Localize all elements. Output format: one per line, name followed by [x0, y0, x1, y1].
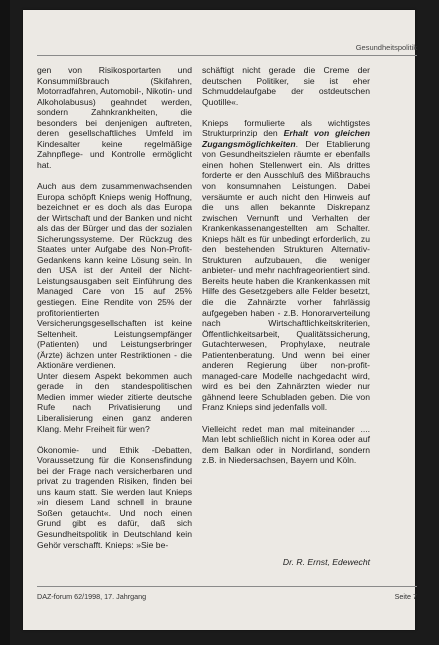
footer-publication: DAZ-forum 62/1998, 17. Jahrgang [37, 592, 147, 601]
scan-border [0, 0, 10, 645]
left-column [37, 65, 192, 561]
right-paragraph-2 [202, 118, 370, 413]
left-paragraph-4: Ökonomie- und Ethik -Debatten, Voraussetzung für die Konsensfindung bei der Frage nach versicherbaren und privat zu tragenden Risiken, finden bei uns kaum statt. Sie werden laut Knieps »in diesem Land schnell in braune Soßen getaucht«. Und noch einen Grund gibt es dafür, daß sich Gesundheitspolitik in Deutschland kein Gehör verschafft. Knieps: »Sie be- [37, 444, 192, 550]
author-signature: Dr. R. Ernst, Edewecht [282, 557, 370, 567]
left-paragraph-3: Unter diesem Aspekt bekommen auch gerade in den standespolitischen Medien immer wieder zitierte deutsche Rufe nach Privatisierung und Liberalisierung einen ganz anderen Klang. Mehr Freiheit für wen? [37, 370, 192, 434]
left-paragraph-1: gen von Risikosportarten und Konsummißbrauch (Skifahren, Motorradfahren, Automobil-, Nikotin- und Alkoholabusus) geahndet werden, sondern Zahnkrankheiten, die besonders bei denjenigen auftreten, deren gesellschaftliches Umfeld im Kindesalter keine regelmäßige Zahnpflege- und Kontrolle ermöglicht hat. [37, 65, 192, 170]
footer-rule [37, 586, 417, 587]
right-column [202, 65, 370, 476]
right-paragraph-1: schäftigt nicht gerade die Creme der deutschen Politiker, sie ist eher Schmuddelaufgabe der ostdeutschen Quotille«. [202, 65, 370, 107]
header-rule [37, 55, 417, 56]
footer-page-number: Seite 7 [394, 592, 417, 601]
section-header: Gesundheitspolitik [355, 43, 417, 52]
left-paragraph-2: Auch aus dem zusammenwachsenden Europa schöpft Knieps wenig Hoffnung, bezeichnet er es doch als das Europa der Wirtschaft und der Banken und nicht als das der Bürger und das der sozialen Sicherungssysteme. Der Rückzug des Staates unter Aufgabe des Non-Profit-Gedankens kann keine Lösung sein. In den USA ist der Anteil der Nicht-Leistungsausgaben seit Einführung des Managed Care von 15 auf 25% gestiegen. Eine Rendite von 25% der profitorientierten Versicherungsgesellschaften ist keine Seltenheit. Leistungsempfänger (Patienten) und Leistungserbringer (Ärzte) ächzen unter Restriktionen - die Aktionäre verdienen. [37, 180, 192, 371]
emphasis-text: Erhalt von gleichen Zugangsmöglichkeiten [202, 128, 370, 149]
right-paragraph-3: Vielleicht redet man mal miteinander .... Man lebt schließlich nicht in Korea oder auf dem Balkan oder in Nordirland, sondern z.B. in Niedersachsen, Bayern und Köln. [202, 423, 370, 466]
right-paragraph-2-rest: . Der Etablierung von Gesundheitszielen räumte er ebenfalls einen hohen Stellenwert ein. Als drittes forderte er den Ausschluß des Mißbrauchs von konsumnahen Leistungen. Dabei versäumte er auch nicht den Hinweis auf die uns allen bekannte Diskrepanz zwischen Vernunft und Verhalten der Krankenkassenangestellten am Schalter. Knieps hält es für unbedingt erforderlich, zu den bestehenden Strukturen Alternativ-Strukturen aufzubauen, die weniger anbieter- und mehr nachfrageorientiert sind. Bereits heute haben die Krankenkassen mit Hilfe des Gesetzgebers alle Felder besetzt, die die Zahnärzte vorher fahrlässig aufgegeben haben - z.B. Honorarverteilung nach Wirtschaftlichkeitskriterien, Öffentlichkeitsarbeit, Qualitätssicherung, Gutachterwesen, Prophylaxe, neutrale Patientenberatung. Und wenn bei einer anderen Regierung über non-profit-managed-care Modelle nachgedacht wird, wird es bei den Zahnärzten wieder nur gähnend leere Schubladen geben. Die von Franz Knieps sind jedenfalls voll. [202, 138, 370, 413]
right-paragraph-2-lead: Knieps formulierte als wichtigstes Strukturprinzip den [202, 117, 370, 139]
